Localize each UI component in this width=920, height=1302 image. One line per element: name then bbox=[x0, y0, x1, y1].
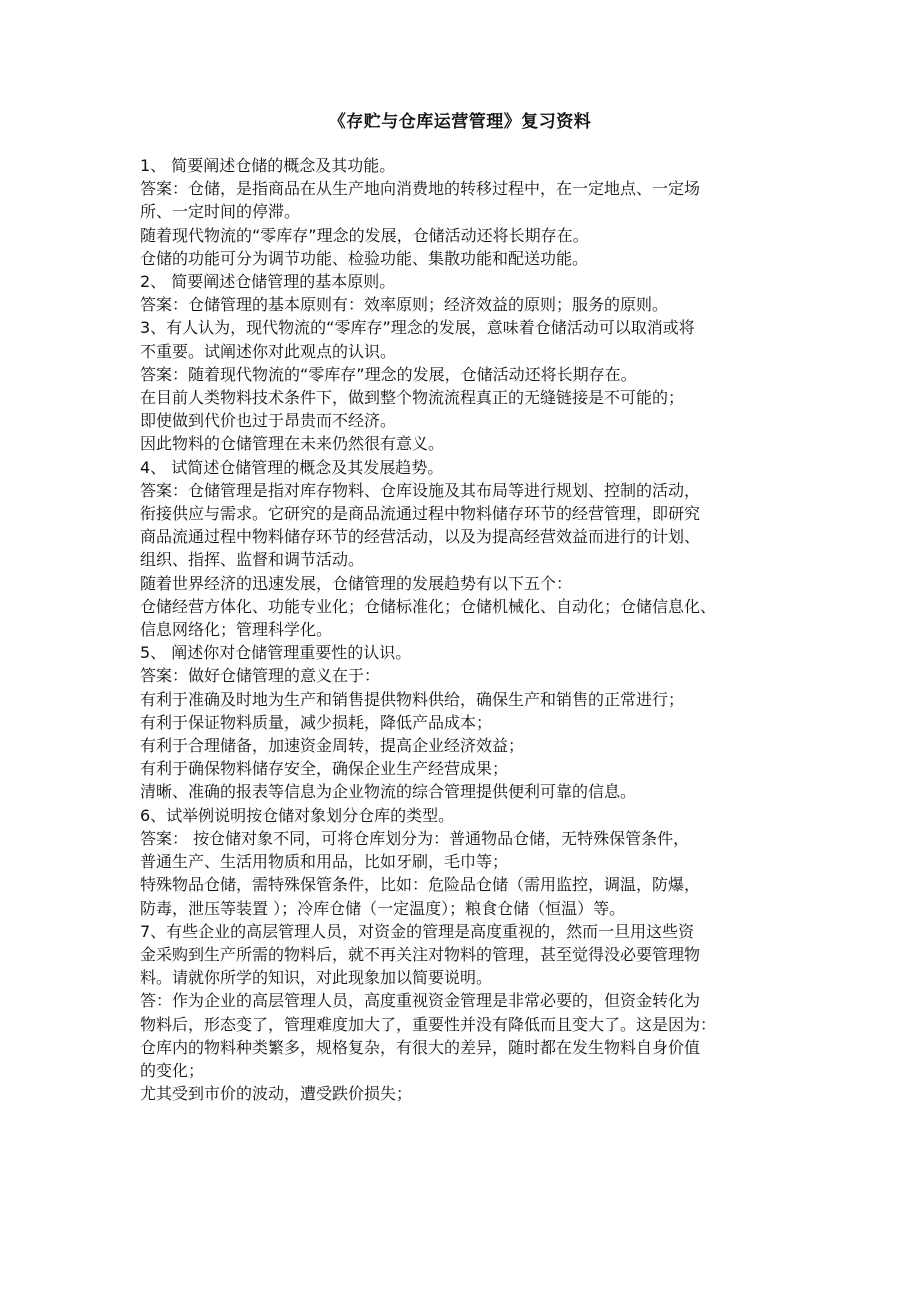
text-line: 6、试举例说明按仓储对象划分仓库的类型。 bbox=[140, 805, 455, 825]
text-line: 5、 阐述你对仓储管理重要性的认识。 bbox=[140, 643, 412, 663]
text-line: 衔接供应与需求。它研究的是商品流通过程中物料储存环节的经营管理，即研究 bbox=[140, 504, 701, 524]
text-line: 1、 简要阐述仓储的概念及其功能。 bbox=[140, 156, 396, 175]
text-line: 答案：做好仓储管理的意义在于： bbox=[140, 666, 381, 686]
text-line: 答案：仓储管理是指对库存物料、仓库设施及其布局等进行规划、控制的活动， bbox=[140, 480, 701, 500]
text-line: 2、 简要阐述仓储管理的基本原则。 bbox=[140, 272, 396, 292]
text-line: 仓储经营方体化、功能专业化；仓储标准化；仓储机械化、自动化；仓储信息化、 bbox=[140, 596, 717, 616]
text-line: 在目前人类物料技术条件下，做到整个物流流程真正的无缝链接是不可能的； bbox=[140, 388, 685, 408]
text-line: 有利于准确及时地为生产和销售提供物料供给，确保生产和销售的正常进行； bbox=[140, 689, 685, 709]
text-line: 答案：仓储，是指商品在从生产地向消费地的转移过程中，在一定地点、一定场 bbox=[140, 179, 701, 199]
text-line: 尤其受到市价的波动，遭受跌价损失； bbox=[140, 1084, 413, 1104]
text-line: 商品流通过程中物料储存环节的经营活动，以及为提高经营效益而进行的计划、 bbox=[140, 527, 701, 547]
text-line: 答案：仓储管理的基本原则有：效率原则；经济效益的原则；服务的原则。 bbox=[140, 295, 669, 315]
text-line: 不重要。试阐述你对此观点的认识。 bbox=[140, 341, 397, 361]
text-line: 因此物料的仓储管理在未来仍然很有意义。 bbox=[140, 434, 445, 454]
text-line: 答：作为企业的高层管理人员，高度重视资金管理是非常必要的，但资金转化为 bbox=[140, 991, 701, 1011]
text-line: 组织、指挥、监督和调节活动。 bbox=[140, 550, 365, 570]
text-line: 仓储的功能可分为调节功能、检验功能、集散功能和配送功能。 bbox=[140, 248, 589, 268]
text-line: 随着世界经济的迅速发展，仓储管理的发展趋势有以下五个： bbox=[140, 573, 573, 593]
text-line: 3、有人认为，现代物流的“零库存”理念的发展，意味着仓储活动可以取消或将 bbox=[140, 318, 695, 338]
text-line: 信息网络化；管理科学化。 bbox=[140, 620, 333, 640]
text-line: 即使做到代价也过于昂贵而不经济。 bbox=[140, 411, 397, 431]
text-line: 普通生产、生活用物质和用品，比如牙刷，毛巾等； bbox=[140, 852, 509, 872]
text-line: 答案：随着现代物流的“零库存”理念的发展，仓储活动还将长期存在。 bbox=[140, 364, 637, 384]
document-title: 《存贮与仓库运营管理》复习资料 bbox=[328, 112, 592, 132]
text-line: 防毒，泄压等装置 ）；冷库仓储（一定温度）；粮食仓储（恒温）等。 bbox=[140, 898, 626, 918]
text-line: 特殊物品仓储，需特殊保管条件，比如：危险品仓储（需用监控，调温，防爆， bbox=[140, 875, 701, 895]
text-line: 所、一定时间的停滞。 bbox=[140, 202, 301, 222]
text-line: 的变化； bbox=[140, 1060, 205, 1080]
text-line: 4、 试简述仓储管理的概念及其发展趋势。 bbox=[140, 457, 444, 477]
text-line: 金采购到生产所需的物料后，就不再关注对物料的管理，甚至觉得没必要管理物 bbox=[140, 944, 701, 964]
text-line: 答案： 按仓储对象不同，可将仓库划分为：普通物品仓储，无特殊保管条件， bbox=[140, 828, 690, 848]
text-line: 仓库内的物料种类繁多，规格复杂，有很大的差异，随时都在发生物料自身价值 bbox=[140, 1037, 701, 1057]
document-body bbox=[140, 154, 800, 1105]
text-line: 有利于确保物料储存安全，确保企业生产经营成果； bbox=[140, 759, 509, 779]
text-line: 清晰、准确的报表等信息为企业物流的综合管理提供便利可靠的信息。 bbox=[140, 782, 637, 802]
text-line: 随着现代物流的“零库存”理念的发展，仓储活动还将长期存在。 bbox=[140, 225, 589, 245]
text-line: 有利于合理储备，加速资金周转，提高企业经济效益； bbox=[140, 736, 525, 756]
text-line: 料。请就你所学的知识，对此现象加以简要说明。 bbox=[140, 968, 493, 988]
text-line: 有利于保证物料质量，减少损耗，降低产品成本； bbox=[140, 712, 493, 732]
text-line: 物料后，形态变了，管理难度加大了，重要性并没有降低而且变大了。这是因为： bbox=[140, 1014, 717, 1034]
text-line: 7、有些企业的高层管理人员，对资金的管理是高度重视的，然而一旦用这些资 bbox=[140, 921, 695, 941]
